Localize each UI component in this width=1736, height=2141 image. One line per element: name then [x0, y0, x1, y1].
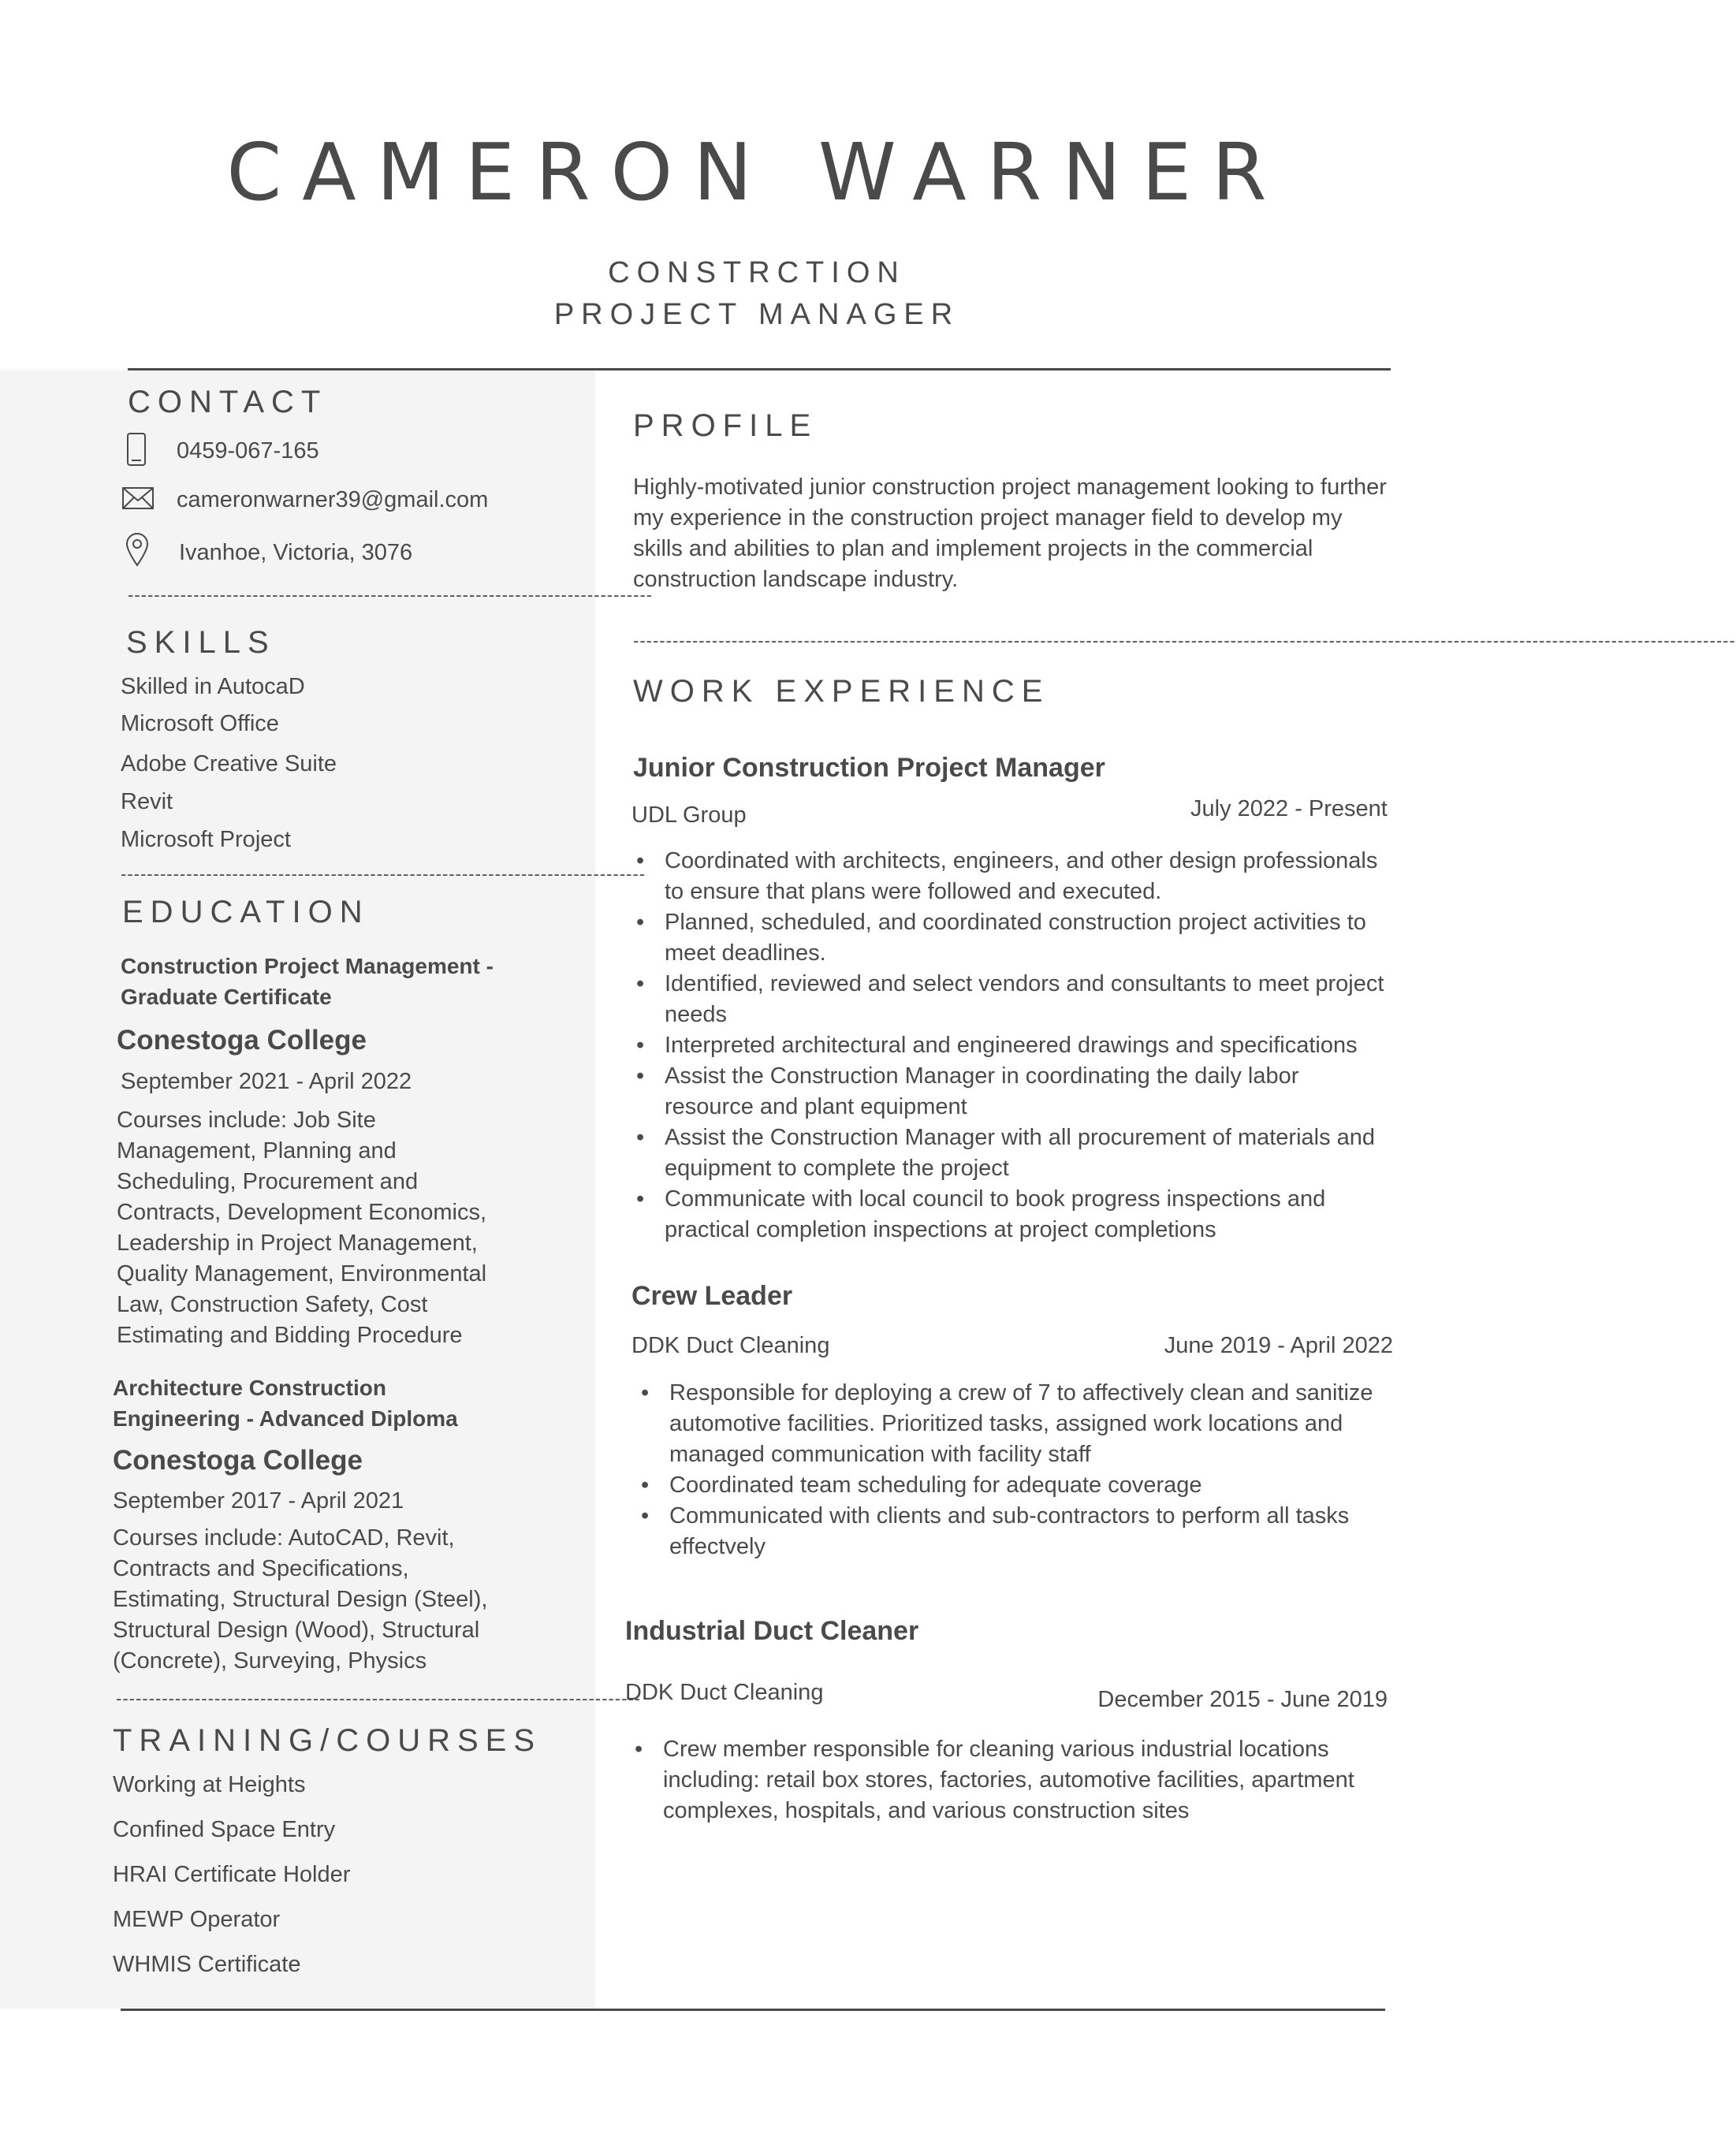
job-dates: December 2015 - June 2019 [1097, 1687, 1388, 1712]
profile-text: Highly-motivated junior construction project management looking to further my experience in the construction project manager field to develop my skills and abilities to plan and implement projects in the commercial construction landscape industry. [633, 475, 1387, 592]
job-bullet: • Identified, reviewed and select vendors and consultants to meet project needs [665, 969, 1390, 1030]
job-bullet: • Coordinated with architects, engineers, and other design professionals to ensure that plans were followed and executed. [665, 846, 1390, 907]
education-courses: Courses include: Job Site Management, Planning and Scheduling, Procurement and Contracts, Development Economics, Leadership in Project Management, Quality Management, Environmental Law, Construction Safety, Cost Estimating and Bidding Procedure [117, 1108, 487, 1348]
candidate-name: CAMERON WARNER [226, 126, 1287, 218]
skills-heading: SKILLS [126, 625, 276, 660]
job-bullet: • Interpreted architectural and engineered drawings and specifications [665, 1030, 1390, 1061]
job-bullet: • Assist the Construction Manager with all procurement of materials and equipment to complete the project [665, 1123, 1390, 1184]
job-title: Junior Construction Project Manager [633, 753, 1105, 783]
job-company: DDK Duct Cleaning [625, 1680, 824, 1705]
job-title-line1: CONSTRCTION [608, 256, 906, 289]
profile-divider: ------------------------------------------------------------------------------------------------------------------------------------------------------------------------ [633, 631, 1736, 650]
education-title-line2: Graduate Certificate [121, 985, 332, 1009]
mail-icon [121, 486, 155, 514]
job-bullet: • Responsible for deploying a crew of 7 to affectively clean and sanitize automotive facilities. Prioritized tasks, assigned work locations and managed communication with facility staff [669, 1378, 1395, 1470]
job-bullet: • Crew member responsible for cleaning various industrial locations including: retail box stores, factories, automotive facilities, apartment complexes, hospitals, and various construction sites [663, 1734, 1388, 1826]
training-item: Working at Heights [113, 1772, 306, 1797]
contact-phone[interactable]: 0459-067-165 [177, 438, 319, 464]
education-college: Conestoga College [113, 1445, 363, 1476]
footer-divider [121, 2009, 1385, 2011]
job-bullet: • Coordinated team scheduling for adequate coverage [669, 1470, 1395, 1501]
job-dates: July 2022 - Present [1190, 796, 1388, 821]
education-heading: EDUCATION [122, 895, 370, 929]
training-heading: TRAINING/COURSES [113, 1723, 542, 1758]
skill-item: Microsoft Office [121, 711, 279, 736]
job-bullet: • Assist the Construction Manager in coordinating the daily labor resource and plant equipment [665, 1061, 1390, 1123]
education-dates: September 2021 - April 2022 [121, 1069, 412, 1094]
phone-icon [126, 432, 147, 471]
job-bullet: • Communicate with local council to book progress inspections and practical completion inspections at project completions [665, 1184, 1390, 1246]
training-item: Confined Space Entry [113, 1817, 336, 1842]
education-college: Conestoga College [117, 1025, 367, 1056]
skill-item: Microsoft Project [121, 827, 291, 852]
job-title: Industrial Duct Cleaner [625, 1616, 919, 1646]
job-bullets [638, 1378, 1395, 1562]
job-bullet: • Planned, scheduled, and coordinated construction project activities to meet deadlines. [665, 907, 1390, 969]
job-title-line2: PROJECT MANAGER [553, 298, 960, 331]
training-item: WHMIS Certificate [113, 1952, 301, 1977]
training-item: HRAI Certificate Holder [113, 1862, 351, 1887]
job-company: DDK Duct Cleaning [631, 1333, 830, 1358]
skill-item: Revit [121, 789, 173, 814]
education-title [121, 951, 562, 1012]
contact-email[interactable]: cameronwarner39@gmail.com [177, 487, 489, 512]
skill-item: Adobe Creative Suite [121, 751, 337, 776]
experience-heading: WORK EXPERIENCE [633, 674, 1050, 709]
job-bullet: • Communicated with clients and sub-contractors to perform all tasks effectvely [669, 1501, 1395, 1562]
location-icon [125, 532, 150, 571]
education-courses: Courses include: AutoCAD, Revit, Contracts and Specifications, Estimating, Structural Design (Steel), Structural Design (Wood), Structural (Concrete), Surveying, Physics [113, 1525, 488, 1674]
education-divider: -------------------------------------------------------------------------------- [116, 1689, 642, 1708]
education-title [113, 1372, 554, 1434]
education-title-line1: Construction Project Management - [121, 954, 494, 978]
training-item: MEWP Operator [113, 1907, 281, 1932]
job-company: UDL Group [631, 802, 747, 828]
education-title-line2: Engineering - Advanced Diploma [113, 1406, 458, 1431]
job-dates: June 2019 - April 2022 [1164, 1333, 1393, 1358]
skill-item: Skilled in AutocaD [121, 674, 305, 699]
contact-divider: -------------------------------------------------------------------------------- [128, 585, 654, 605]
profile-heading: PROFILE [633, 408, 818, 443]
contact-address: Ivanhoe, Victoria, 3076 [179, 540, 413, 565]
education-dates: September 2017 - April 2021 [113, 1488, 404, 1514]
education-title-line1: Architecture Construction [113, 1376, 386, 1400]
header-divider [128, 368, 1391, 370]
job-title: Crew Leader [631, 1281, 793, 1311]
job-bullets [633, 846, 1390, 1246]
job-bullets [631, 1734, 1388, 1826]
skills-divider: -------------------------------------------------------------------------------- [121, 864, 646, 884]
contact-heading: CONTACT [128, 385, 328, 419]
